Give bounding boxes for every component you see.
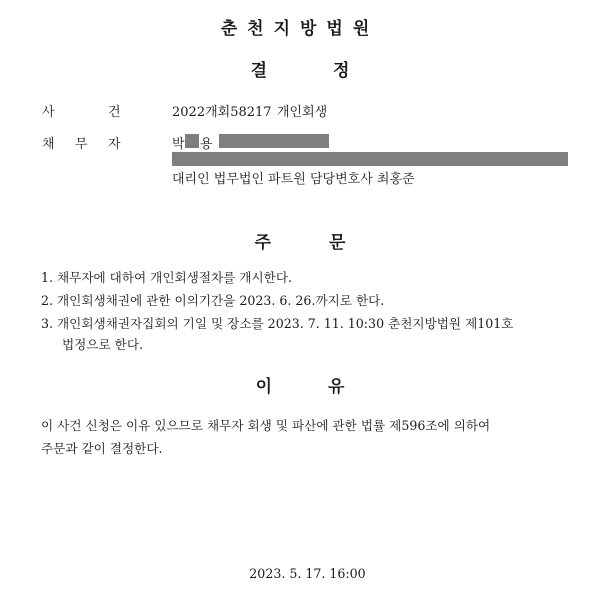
redaction-name: [185, 134, 199, 148]
decision-title-right: 정: [332, 61, 350, 81]
decision-date: 2023. 5. 17. 16:00: [249, 566, 366, 581]
reason-line-1: 이 사건 신청은 이유 있으므로 채무자 회생 및 파산에 관한 법률 제596조에 의하여: [41, 418, 491, 433]
order-title-right: 문: [329, 233, 346, 253]
order-item-3: 3. 개인회생채권자집회의 기일 및 장소를 2023. 7. 11. 10:30 춘천지방법원 제101호: [41, 316, 514, 331]
case-label-1: 사: [42, 105, 55, 120]
order-item-1: 1. 채무자에 대하여 개인회생절차를 개시한다.: [41, 270, 293, 285]
case-type: 개인회생: [277, 105, 328, 120]
reason-title: [0, 372, 600, 397]
court-name: 춘천지방법원: [220, 19, 380, 39]
case-label-2: 건: [108, 105, 121, 120]
debtor-name-first: 박: [172, 137, 185, 152]
reason-title-left: 이: [255, 377, 272, 397]
debtor-agent: 대리인 법무법인 파트원 담당변호사 최홍준: [172, 172, 415, 187]
decision-title: [0, 56, 600, 81]
debtor-name-last: 용: [200, 137, 213, 152]
order-title-left: 주: [254, 233, 271, 253]
reason-title-right: 유: [328, 377, 345, 397]
redaction-address: [172, 152, 568, 166]
order-item-3-cont: 법정으로 한다.: [62, 337, 143, 352]
debtor-label-3: 자: [108, 137, 121, 152]
order-title: [0, 228, 600, 253]
order-item-2: 2. 개인회생채권에 관한 이의기간을 2023. 6. 26.까지로 한다.: [41, 293, 385, 308]
debtor-label-1: 채: [42, 137, 55, 152]
debtor-label-2: 무: [75, 137, 88, 152]
reason-line-2: 주문과 같이 결정한다.: [41, 441, 163, 456]
decision-title-left: 결: [250, 61, 268, 81]
case-number: 2022개회58217: [172, 105, 272, 120]
redaction-id: [219, 134, 329, 148]
